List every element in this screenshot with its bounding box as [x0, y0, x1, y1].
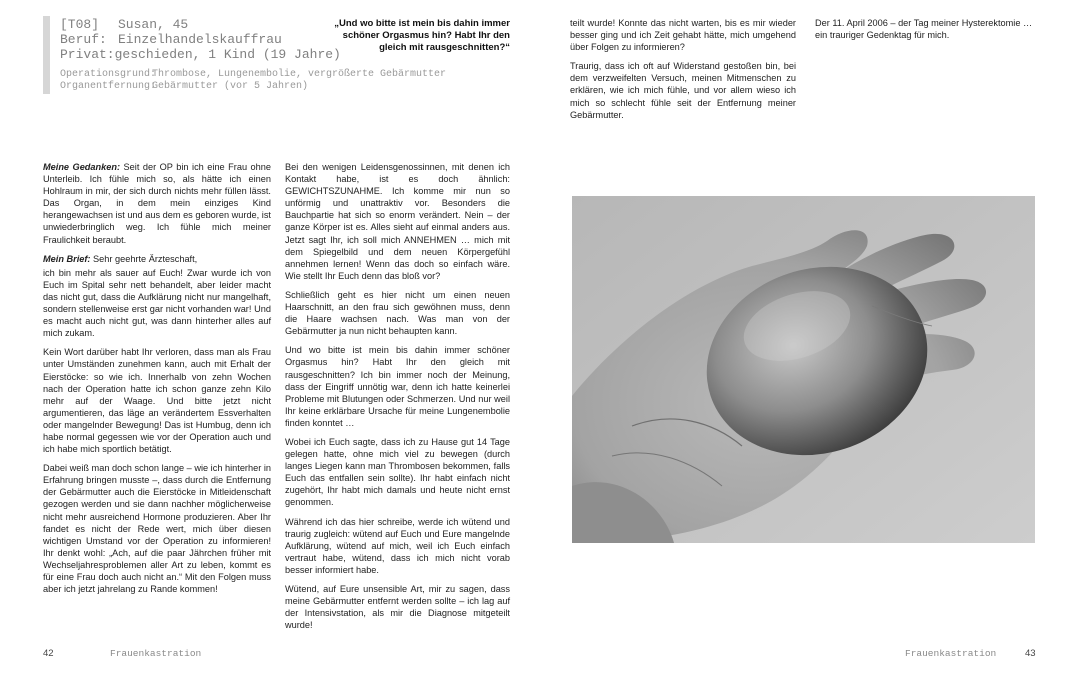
- brief-label: Mein Brief:: [43, 253, 91, 264]
- op-reason-label: Operationsgrund:: [60, 69, 157, 80]
- paragraph: Und wo bitte ist mein bis dahin immer schöner Orgasmus hin? Habt Ihr den gleich mit rausgeschnitten? Ich bin immer noch der Meinung, dass der Eingriff unnötig war, denn ich hatte keinerlei Probleme mit Blutungen oder Schmerzen. Und nur weil Ihr keine erklärbare Ursache für meine Lungenembolie finden konntet …: [285, 345, 510, 428]
- photo-hand-holding-stone: [572, 196, 1035, 543]
- profile-code: [T08]: [60, 17, 100, 32]
- section-marker-bar: [43, 16, 50, 94]
- gedanken-text: Seit der OP bin ich eine Frau ohne Unterleib. Ich fühle mich so, als hätte ich einen Hohlraum in mir, der sich durch nichts mehr füllen lässt. Das Organ, in dem mein einziges Kind herangewachsen ist und aus dem es geboren wurde, ist unwiederbringlich weg. Ich fühle mich meiner Fraulichkeit beraubt.: [43, 162, 271, 245]
- paragraph: Schließlich geht es hier nicht um einen neuen Haarschnitt, an den frau sich gewöhnen muss, denn die Haare wachsen nach. Was man von der Gebärmutter ja nun nicht behaupten kann.: [285, 289, 510, 337]
- paragraph: ich bin mehr als sauer auf Euch! Zwar wurde ich von Euch im Spital sehr nett behandelt, aber leider macht das nicht gut, dass die Aufklärung nicht nur mangelhaft, sondern stellenweise erst gar nicht vorhanden war! Und es macht auch nicht gut, was dann hinterher alles auf mich zukam.: [43, 267, 271, 339]
- profile-meta: [60, 69, 447, 93]
- paragraph: Wütend, auf Eure unsensible Art, mir zu sagen, dass meine Gebärmutter entfernt werden sollte – ich lag auf der Intensivstation, als mir die Diagnose mitgeteilt wurde!: [285, 584, 510, 631]
- text-column-4: [815, 17, 1037, 48]
- page-number-left: 42: [43, 648, 54, 659]
- paragraph: Wobei ich Euch sagte, dass ich zu Hause gut 14 Tage gelegen hatte, ohne mich viel zu bewegen (durch langes Liegen kann man Thrombosen bekommen, falls Euch das entfallen sein sollte). Ihr habt einfach nicht zugehört, Ihr habt mich damals und heute nicht ernst genommen.: [285, 436, 510, 508]
- job-value: Einzelhandelskauffrau: [118, 32, 282, 47]
- pull-quote: „Und wo bitte ist mein bis dahin immer schöner Orgasmus hin? Habt Ihr den gleich mit rausgeschnitten?“: [334, 18, 510, 53]
- op-reason-value: Thrombose, Lungenembolie, vergrößerte Gebärmutter: [152, 69, 447, 80]
- job-label: Beruf:: [60, 32, 107, 47]
- organ-value: Gebärmutter (vor 5 Jahren): [152, 81, 309, 92]
- private-label: Privat:: [60, 47, 115, 62]
- running-title-right: Frauenkastration: [905, 648, 997, 659]
- text-column-3: [570, 17, 796, 128]
- paragraph: Traurig, dass ich oft auf Widerstand gestoßen bin, bei dem verzweifelten Versuch, meinen Mitmenschen zu erklären, wie ich mich fühle, und vor allem wieso ich mich so schlecht fühle seit der Entfernung meiner Gebärmutter.: [570, 61, 796, 120]
- paragraph: Bei den wenigen Leidensgenossinnen, mit denen ich Kontakt habe, ist es doch ähnlich: GEWICHTSZUNAHME. Ich komme mir nun so unförmig und unattraktiv vor. Besonders die Bauchpartie hat sich so enorm verändert. Nein – der ganze Körper ist es. Alles sieht auf einmal anders aus. Jetzt sagt Ihr, ich soll mich ANNEHMEN … mich mit dem Spiegelbild und dem neuen Körpergefühl annehmen lernen! Wenn das doch so einfach wäre. Wie stellt Ihr Euch denn das bloß vor?: [285, 162, 510, 281]
- running-title-left: Frauenkastration: [110, 648, 202, 659]
- private-value: geschieden, 1 Kind (19 Jahre): [114, 47, 341, 62]
- paragraph: Während ich das hier schreibe, werde ich wütend und traurig zugleich: wütend auf Euch und Eure mangelnde Aufklärung, wütend auf mich, weil ich Euch einfach vertraut habe, wütend, dass ich mich nicht vorab besser informiert habe.: [285, 516, 510, 575]
- brief-salutation: Sehr geehrte Ärzteschaft,: [90, 253, 198, 264]
- paragraph: Der 11. April 2006 – der Tag meiner Hysterektomie … ein trauriger Gedenktag für mich.: [815, 18, 1033, 41]
- text-column-2: [285, 161, 510, 638]
- paragraph: teilt wurde! Konnte das nicht warten, bis es mir wieder besser ging und ich Zeit gehabt hätte, mich umgehend über Folgen zu informieren?: [570, 18, 796, 53]
- text-column-1: [43, 161, 271, 602]
- paragraph: Dabei weiß man doch schon lange – wie ich hinterher in Erfahrung bringen musste –, dass durch die Entfernung der Gebärmutter auch die Eierstöcke in Mitleidenschaft gezogen werden und sie dann nachher möglicherweise nicht mehr ausreichend Hormone produzieren. Aber Ihr fandet es nicht der Rede wert, mich über diesen wichtigen Umstand vor der Operation zu informieren! Ihr denkt wohl: „Ach, auf die paar Jährchen früher mit Wechseljahresproblemen aller Art zu leben, kommt es für eine Frau doch auch nicht an.“ Mit den Folgen muss aber ich jetzt jahrelang zu Rande kommen!: [43, 463, 271, 595]
- page-number-right: 43: [1025, 648, 1036, 659]
- gedanken-label: Meine Gedanken:: [43, 162, 121, 172]
- paragraph: Kein Wort darüber habt Ihr verloren, dass man als Frau unter Umständen zunehmen kann, auch mit Erhalt der Eierstöcke: so wie ich. Innerhalb von zehn Wochen nach der Operation hatte ich schon ganze zehn Kilo mehr auf der Waage. Und bitte jetzt nicht argumentieren, das läge an verändertem Essverhalten oder mangelnder Bewegung! Das ist Humbug, denn ich habe normal gegessen wie vor der Operation auch und ich habe mich sportlich betätigt.: [43, 347, 271, 455]
- organ-label: Organentfernung:: [60, 81, 157, 92]
- profile-header: [60, 17, 341, 62]
- profile-name: Susan, 45: [118, 17, 189, 32]
